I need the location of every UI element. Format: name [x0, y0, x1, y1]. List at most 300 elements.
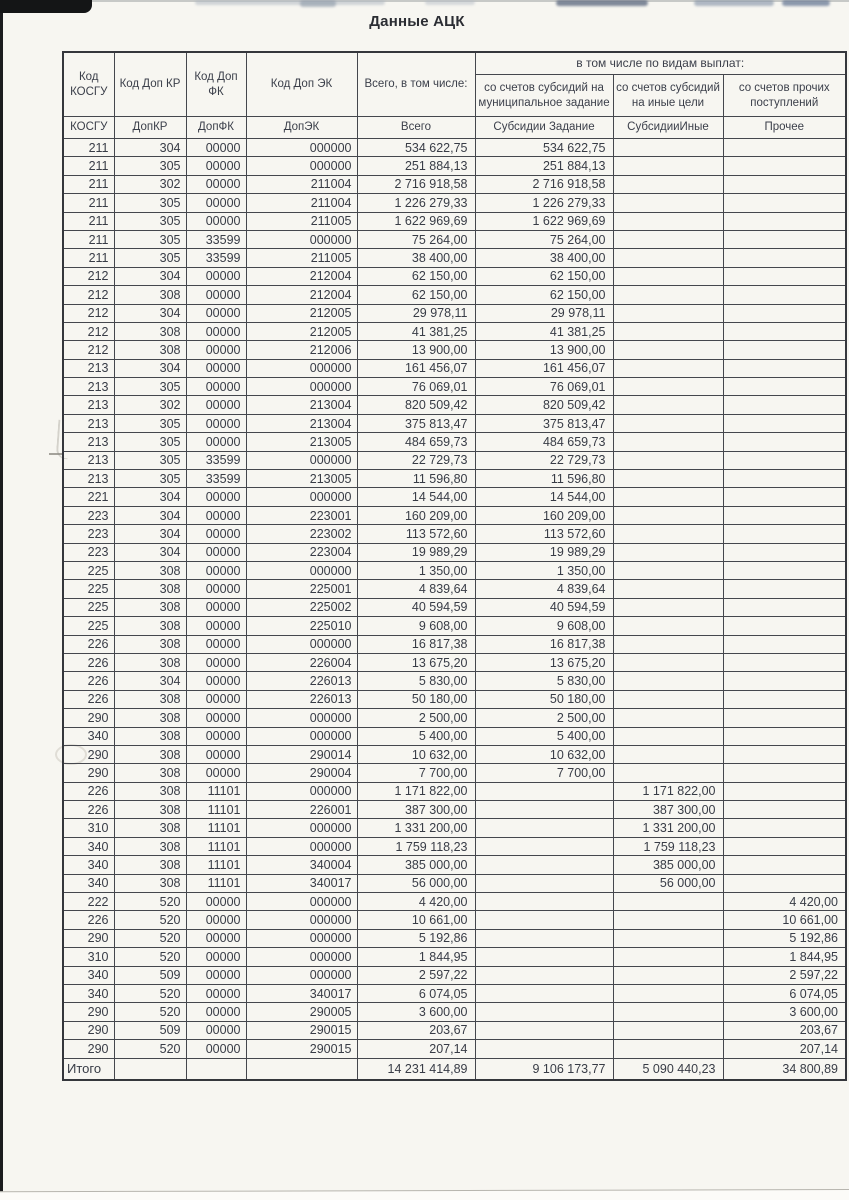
cell-dopek: 212006: [246, 341, 357, 359]
cell-kosgu: 340: [63, 856, 114, 874]
cell-subsidii-inye: [613, 727, 723, 745]
cell-prochee: [723, 874, 846, 892]
cell-prochee: [723, 764, 846, 782]
cell-dopfk: 00000: [186, 966, 246, 984]
cell-kosgu: 212: [63, 304, 114, 322]
cell-dopfk: 11101: [186, 874, 246, 892]
table-row: [63, 378, 846, 396]
cell-dopfk: 00000: [186, 267, 246, 285]
table-row: [63, 911, 846, 929]
total-subsidii-inye: 5 090 440,23: [613, 1058, 723, 1080]
cell-kosgu: 340: [63, 984, 114, 1002]
cell-kosgu: 290: [63, 709, 114, 727]
cell-dopfk: 11101: [186, 856, 246, 874]
cell-prochee: [723, 194, 846, 212]
cell-vsego: 10 661,00: [357, 911, 475, 929]
cell-subsidii-inye: [613, 359, 723, 377]
total-row: [63, 1058, 846, 1080]
cell-dopek: 340004: [246, 856, 357, 874]
cell-subsidii-inye: [613, 249, 723, 267]
cell-prochee: [723, 543, 846, 561]
cell-dopkr: 520: [114, 984, 186, 1002]
cell-vsego: 16 817,38: [357, 635, 475, 653]
cell-vsego: 4 839,64: [357, 580, 475, 598]
total-subsidii-zadanie: 9 106 173,77: [475, 1058, 613, 1080]
cell-prochee: [723, 598, 846, 616]
cell-prochee: [723, 378, 846, 396]
cell-dopkr: 305: [114, 451, 186, 469]
cell-dopfk: 00000: [186, 286, 246, 304]
cell-dopfk: 00000: [186, 598, 246, 616]
cell-vsego: 207,14: [357, 1040, 475, 1058]
cell-dopkr: 308: [114, 727, 186, 745]
cell-dopek: 340017: [246, 874, 357, 892]
cell-vsego: 534 622,75: [357, 139, 475, 157]
table-row: [63, 984, 846, 1002]
cell-subsidii-zadanie: 14 544,00: [475, 488, 613, 506]
cell-prochee: 203,67: [723, 1021, 846, 1039]
cell-subsidii-inye: [613, 470, 723, 488]
scanner-edge-left: [0, 0, 3, 1200]
cell-kosgu: 211: [63, 139, 114, 157]
cell-prochee: [723, 249, 846, 267]
cell-subsidii-inye: [613, 764, 723, 782]
cell-kosgu: 213: [63, 470, 114, 488]
cell-dopek: 225001: [246, 580, 357, 598]
cell-subsidii-inye: [613, 580, 723, 598]
header-vsego: Всего, в том числе:: [357, 52, 475, 117]
cell-subsidii-zadanie: 251 884,13: [475, 157, 613, 175]
cell-dopek: 000000: [246, 451, 357, 469]
cell-subsidii-zadanie: 29 978,11: [475, 304, 613, 322]
table-header: [63, 52, 846, 139]
header-payment-types-group: в том числе по видам выплат:: [475, 52, 846, 75]
cell-vsego: 40 594,59: [357, 598, 475, 616]
cell-dopek: 212005: [246, 322, 357, 340]
cell-subsidii-zadanie: 22 729,73: [475, 451, 613, 469]
cell-vsego: 10 632,00: [357, 745, 475, 763]
cell-kosgu: 211: [63, 249, 114, 267]
cell-kosgu: 213: [63, 359, 114, 377]
cell-kosgu: 340: [63, 874, 114, 892]
cell-subsidii-zadanie: [475, 984, 613, 1002]
cell-dopkr: 305: [114, 230, 186, 248]
total-empty-cell: [186, 1058, 246, 1080]
cell-dopfk: 00000: [186, 727, 246, 745]
table-row: [63, 157, 846, 175]
scan-smudge: [782, 0, 830, 6]
table-row: [63, 175, 846, 193]
cell-kosgu: 212: [63, 322, 114, 340]
cell-vsego: 1 622 969,69: [357, 212, 475, 230]
table-row: [63, 543, 846, 561]
cell-subsidii-zadanie: 40 594,59: [475, 598, 613, 616]
table-row: [63, 470, 846, 488]
cell-vsego: 75 264,00: [357, 230, 475, 248]
cell-prochee: [723, 727, 846, 745]
cell-dopek: 212005: [246, 304, 357, 322]
cell-dopfk: 00000: [186, 1040, 246, 1058]
cell-kosgu: 226: [63, 911, 114, 929]
cell-prochee: [723, 286, 846, 304]
cell-dopkr: 308: [114, 653, 186, 671]
cell-dopkr: 308: [114, 561, 186, 579]
cell-subsidii-inye: [613, 984, 723, 1002]
cell-subsidii-zadanie: 113 572,60: [475, 525, 613, 543]
cell-subsidii-zadanie: 484 659,73: [475, 433, 613, 451]
cell-subsidii-zadanie: 534 622,75: [475, 139, 613, 157]
cell-subsidii-zadanie: 75 264,00: [475, 230, 613, 248]
cell-dopkr: 520: [114, 929, 186, 947]
table-row: [63, 414, 846, 432]
cell-dopkr: 308: [114, 856, 186, 874]
cell-vsego: 7 700,00: [357, 764, 475, 782]
cell-vsego: 22 729,73: [357, 451, 475, 469]
cell-subsidii-zadanie: 50 180,00: [475, 690, 613, 708]
cell-subsidii-zadanie: 1 622 969,69: [475, 212, 613, 230]
cell-subsidii-zadanie: 375 813,47: [475, 414, 613, 432]
cell-dopfk: 00000: [186, 341, 246, 359]
cell-kosgu: 223: [63, 543, 114, 561]
table-row: [63, 1040, 846, 1058]
cell-kosgu: 226: [63, 653, 114, 671]
cell-vsego: 1 759 118,23: [357, 837, 475, 855]
table-row: [63, 837, 846, 855]
cell-dopkr: 308: [114, 617, 186, 635]
cell-kosgu: 290: [63, 1021, 114, 1039]
cell-dopkr: 308: [114, 837, 186, 855]
cell-prochee: 6 074,05: [723, 984, 846, 1002]
cell-kosgu: 226: [63, 801, 114, 819]
cell-subsidii-inye: [613, 525, 723, 543]
cell-subsidii-zadanie: 19 989,29: [475, 543, 613, 561]
table-row: [63, 598, 846, 616]
cell-subsidii-inye: [613, 212, 723, 230]
cell-kosgu: 290: [63, 745, 114, 763]
cell-dopfk: 00000: [186, 1003, 246, 1021]
cell-prochee: [723, 580, 846, 598]
cell-vsego: 5 830,00: [357, 672, 475, 690]
cell-prochee: [723, 488, 846, 506]
cell-vsego: 41 381,25: [357, 322, 475, 340]
cell-vsego: 5 400,00: [357, 727, 475, 745]
cell-kosgu: 212: [63, 341, 114, 359]
cell-kosgu: 226: [63, 690, 114, 708]
cell-kosgu: 223: [63, 525, 114, 543]
cell-subsidii-zadanie: 11 596,80: [475, 470, 613, 488]
cell-subsidii-inye: 56 000,00: [613, 874, 723, 892]
cell-dopkr: 304: [114, 672, 186, 690]
page-title: Данные АЦК: [369, 13, 465, 30]
cell-dopfk: 00000: [186, 175, 246, 193]
cell-dopkr: 520: [114, 1040, 186, 1058]
table-row: [63, 727, 846, 745]
cell-dopfk: 11101: [186, 819, 246, 837]
cell-dopkr: 509: [114, 1021, 186, 1039]
subheader-subsidii-zadanie: Субсидии Задание: [475, 117, 613, 139]
cell-prochee: 5 192,86: [723, 929, 846, 947]
table-row: [63, 506, 846, 524]
table-row: [63, 1003, 846, 1021]
cell-vsego: 203,67: [357, 1021, 475, 1039]
table-row: [63, 194, 846, 212]
cell-dopek: 213004: [246, 396, 357, 414]
cell-dopek: 000000: [246, 893, 357, 911]
cell-dopek: 211004: [246, 194, 357, 212]
cell-subsidii-inye: [613, 286, 723, 304]
cell-dopek: 213005: [246, 470, 357, 488]
cell-vsego: 251 884,13: [357, 157, 475, 175]
cell-kosgu: 290: [63, 1003, 114, 1021]
cell-dopek: 226001: [246, 801, 357, 819]
cell-dopkr: 520: [114, 911, 186, 929]
cell-subsidii-inye: [613, 617, 723, 635]
cell-dopek: 000000: [246, 230, 357, 248]
cell-dopkr: 305: [114, 157, 186, 175]
cell-subsidii-zadanie: 4 839,64: [475, 580, 613, 598]
cell-dopek: 290015: [246, 1021, 357, 1039]
cell-prochee: [723, 304, 846, 322]
table-body: [63, 139, 846, 1059]
cell-vsego: 484 659,73: [357, 433, 475, 451]
cell-subsidii-inye: [613, 304, 723, 322]
table-row: [63, 764, 846, 782]
cell-subsidii-inye: [613, 1021, 723, 1039]
cell-vsego: 38 400,00: [357, 249, 475, 267]
header-subsidii-zadanie: со счетов субсидий на муниципальное задание: [475, 75, 613, 117]
cell-dopkr: 304: [114, 543, 186, 561]
cell-dopfk: 00000: [186, 433, 246, 451]
cell-subsidii-inye: [613, 543, 723, 561]
header-prochee: со счетов прочих поступлений: [723, 75, 846, 117]
table-row: [63, 359, 846, 377]
cell-subsidii-inye: [613, 598, 723, 616]
cell-subsidii-inye: [613, 929, 723, 947]
cell-dopek: 226004: [246, 653, 357, 671]
cell-dopek: 000000: [246, 948, 357, 966]
cell-prochee: [723, 837, 846, 855]
cell-dopek: 000000: [246, 911, 357, 929]
cell-dopfk: 00000: [186, 506, 246, 524]
cell-dopfk: 00000: [186, 194, 246, 212]
cell-prochee: [723, 267, 846, 285]
cell-dopfk: 33599: [186, 230, 246, 248]
cell-dopek: 223004: [246, 543, 357, 561]
scan-smudge: [300, 0, 336, 7]
cell-dopfk: 00000: [186, 948, 246, 966]
cell-subsidii-inye: [613, 488, 723, 506]
table-row: [63, 488, 846, 506]
cell-subsidii-inye: [613, 414, 723, 432]
cell-vsego: 113 572,60: [357, 525, 475, 543]
cell-kosgu: 225: [63, 561, 114, 579]
cell-subsidii-inye: [613, 157, 723, 175]
cell-dopek: 223002: [246, 525, 357, 543]
cell-kosgu: 290: [63, 1040, 114, 1058]
cell-dopek: 000000: [246, 929, 357, 947]
cell-prochee: [723, 414, 846, 432]
cell-subsidii-inye: [613, 267, 723, 285]
cell-prochee: [723, 653, 846, 671]
cell-dopfk: 00000: [186, 378, 246, 396]
cell-dopek: 000000: [246, 819, 357, 837]
cell-prochee: [723, 175, 846, 193]
cell-subsidii-inye: [613, 139, 723, 157]
cell-vsego: 1 171 822,00: [357, 782, 475, 800]
cell-dopfk: 00000: [186, 617, 246, 635]
cell-subsidii-inye: [613, 230, 723, 248]
paper-bottom-edge: [0, 1189, 849, 1200]
cell-subsidii-zadanie: 5 830,00: [475, 672, 613, 690]
cell-vsego: 76 069,01: [357, 378, 475, 396]
cell-dopek: 000000: [246, 359, 357, 377]
table-row: [63, 525, 846, 543]
table-row: [63, 929, 846, 947]
header-subsidii-inye: со счетов субсидий на иные цели: [613, 75, 723, 117]
cell-dopek: 000000: [246, 782, 357, 800]
cell-dopkr: 308: [114, 801, 186, 819]
cell-subsidii-zadanie: [475, 837, 613, 855]
cell-dopkr: 305: [114, 249, 186, 267]
cell-vsego: 387 300,00: [357, 801, 475, 819]
cell-dopek: 225010: [246, 617, 357, 635]
cell-dopfk: 00000: [186, 709, 246, 727]
cell-kosgu: 225: [63, 617, 114, 635]
cell-vsego: 1 331 200,00: [357, 819, 475, 837]
cell-dopfk: 11101: [186, 801, 246, 819]
cell-kosgu: 226: [63, 782, 114, 800]
cell-subsidii-zadanie: 13 675,20: [475, 653, 613, 671]
cell-subsidii-inye: [613, 966, 723, 984]
cell-kosgu: 211: [63, 212, 114, 230]
total-label: Итого: [63, 1058, 114, 1080]
cell-dopfk: 00000: [186, 893, 246, 911]
cell-dopkr: 520: [114, 893, 186, 911]
cell-dopkr: 305: [114, 194, 186, 212]
cell-dopkr: 308: [114, 782, 186, 800]
cell-prochee: 207,14: [723, 1040, 846, 1058]
header-dopfk: Код Доп ФК: [186, 52, 246, 117]
cell-kosgu: 225: [63, 598, 114, 616]
cell-vsego: 4 420,00: [357, 893, 475, 911]
scan-smudge: [556, 0, 648, 6]
scanner-corner-block: [0, 0, 92, 13]
cell-kosgu: 221: [63, 488, 114, 506]
cell-subsidii-inye: [613, 341, 723, 359]
cell-subsidii-inye: [613, 948, 723, 966]
cell-prochee: [723, 709, 846, 727]
cell-subsidii-inye: 1 171 822,00: [613, 782, 723, 800]
scan-smudge: [195, 0, 385, 5]
cell-dopek: 000000: [246, 635, 357, 653]
cell-dopfk: 00000: [186, 139, 246, 157]
cell-prochee: [723, 396, 846, 414]
cell-subsidii-zadanie: 62 150,00: [475, 286, 613, 304]
subheader-dopek: ДопЭК: [246, 117, 357, 139]
cell-subsidii-inye: [613, 653, 723, 671]
cell-subsidii-inye: [613, 690, 723, 708]
cell-subsidii-inye: [613, 451, 723, 469]
cell-subsidii-inye: 385 000,00: [613, 856, 723, 874]
cell-subsidii-inye: [613, 1040, 723, 1058]
cell-dopek: 211004: [246, 175, 357, 193]
cell-prochee: [723, 212, 846, 230]
cell-dopek: 211005: [246, 249, 357, 267]
cell-kosgu: 340: [63, 966, 114, 984]
cell-dopkr: 304: [114, 525, 186, 543]
cell-dopkr: 308: [114, 745, 186, 763]
cell-dopfk: 00000: [186, 580, 246, 598]
cell-dopek: 225002: [246, 598, 357, 616]
cell-dopfk: 00000: [186, 322, 246, 340]
cell-vsego: 50 180,00: [357, 690, 475, 708]
cell-kosgu: 310: [63, 819, 114, 837]
cell-vsego: 3 600,00: [357, 1003, 475, 1021]
table-row: [63, 249, 846, 267]
cell-subsidii-zadanie: [475, 874, 613, 892]
table-row: [63, 745, 846, 763]
header-dopkr: Код Доп КР: [114, 52, 186, 117]
cell-dopek: 290005: [246, 1003, 357, 1021]
cell-dopkr: 305: [114, 378, 186, 396]
cell-subsidii-inye: [613, 911, 723, 929]
cell-subsidii-zadanie: [475, 948, 613, 966]
cell-prochee: 2 597,22: [723, 966, 846, 984]
cell-vsego: 11 596,80: [357, 470, 475, 488]
cell-subsidii-zadanie: [475, 966, 613, 984]
cell-subsidii-inye: [613, 194, 723, 212]
cell-subsidii-inye: [613, 635, 723, 653]
table-row: [63, 580, 846, 598]
cell-vsego: 56 000,00: [357, 874, 475, 892]
subheader-dopfk: ДопФК: [186, 117, 246, 139]
cell-kosgu: 211: [63, 175, 114, 193]
cell-prochee: 3 600,00: [723, 1003, 846, 1021]
cell-subsidii-zadanie: 161 456,07: [475, 359, 613, 377]
table-row: [63, 672, 846, 690]
cell-subsidii-zadanie: 7 700,00: [475, 764, 613, 782]
cell-prochee: [723, 745, 846, 763]
cell-dopfk: 00000: [186, 764, 246, 782]
scan-smudge: [694, 0, 774, 6]
cell-dopek: 000000: [246, 727, 357, 745]
cell-subsidii-inye: [613, 709, 723, 727]
cell-dopfk: 00000: [186, 414, 246, 432]
table-row: [63, 212, 846, 230]
cell-kosgu: 225: [63, 580, 114, 598]
cell-dopek: 000000: [246, 378, 357, 396]
cell-prochee: [723, 690, 846, 708]
cell-subsidii-inye: 1 759 118,23: [613, 837, 723, 855]
cell-prochee: 10 661,00: [723, 911, 846, 929]
cell-dopek: 211005: [246, 212, 357, 230]
cell-subsidii-zadanie: 41 381,25: [475, 322, 613, 340]
cell-subsidii-inye: [613, 893, 723, 911]
cell-kosgu: 340: [63, 727, 114, 745]
cell-dopfk: 00000: [186, 359, 246, 377]
table-row: [63, 230, 846, 248]
cell-vsego: 160 209,00: [357, 506, 475, 524]
cell-dopek: 213004: [246, 414, 357, 432]
cell-dopfk: 00000: [186, 488, 246, 506]
cell-kosgu: 213: [63, 451, 114, 469]
cell-subsidii-zadanie: 62 150,00: [475, 267, 613, 285]
cell-dopkr: 520: [114, 1003, 186, 1021]
cell-dopkr: 308: [114, 322, 186, 340]
cell-vsego: 14 544,00: [357, 488, 475, 506]
cell-kosgu: 222: [63, 893, 114, 911]
table-row: [63, 819, 846, 837]
